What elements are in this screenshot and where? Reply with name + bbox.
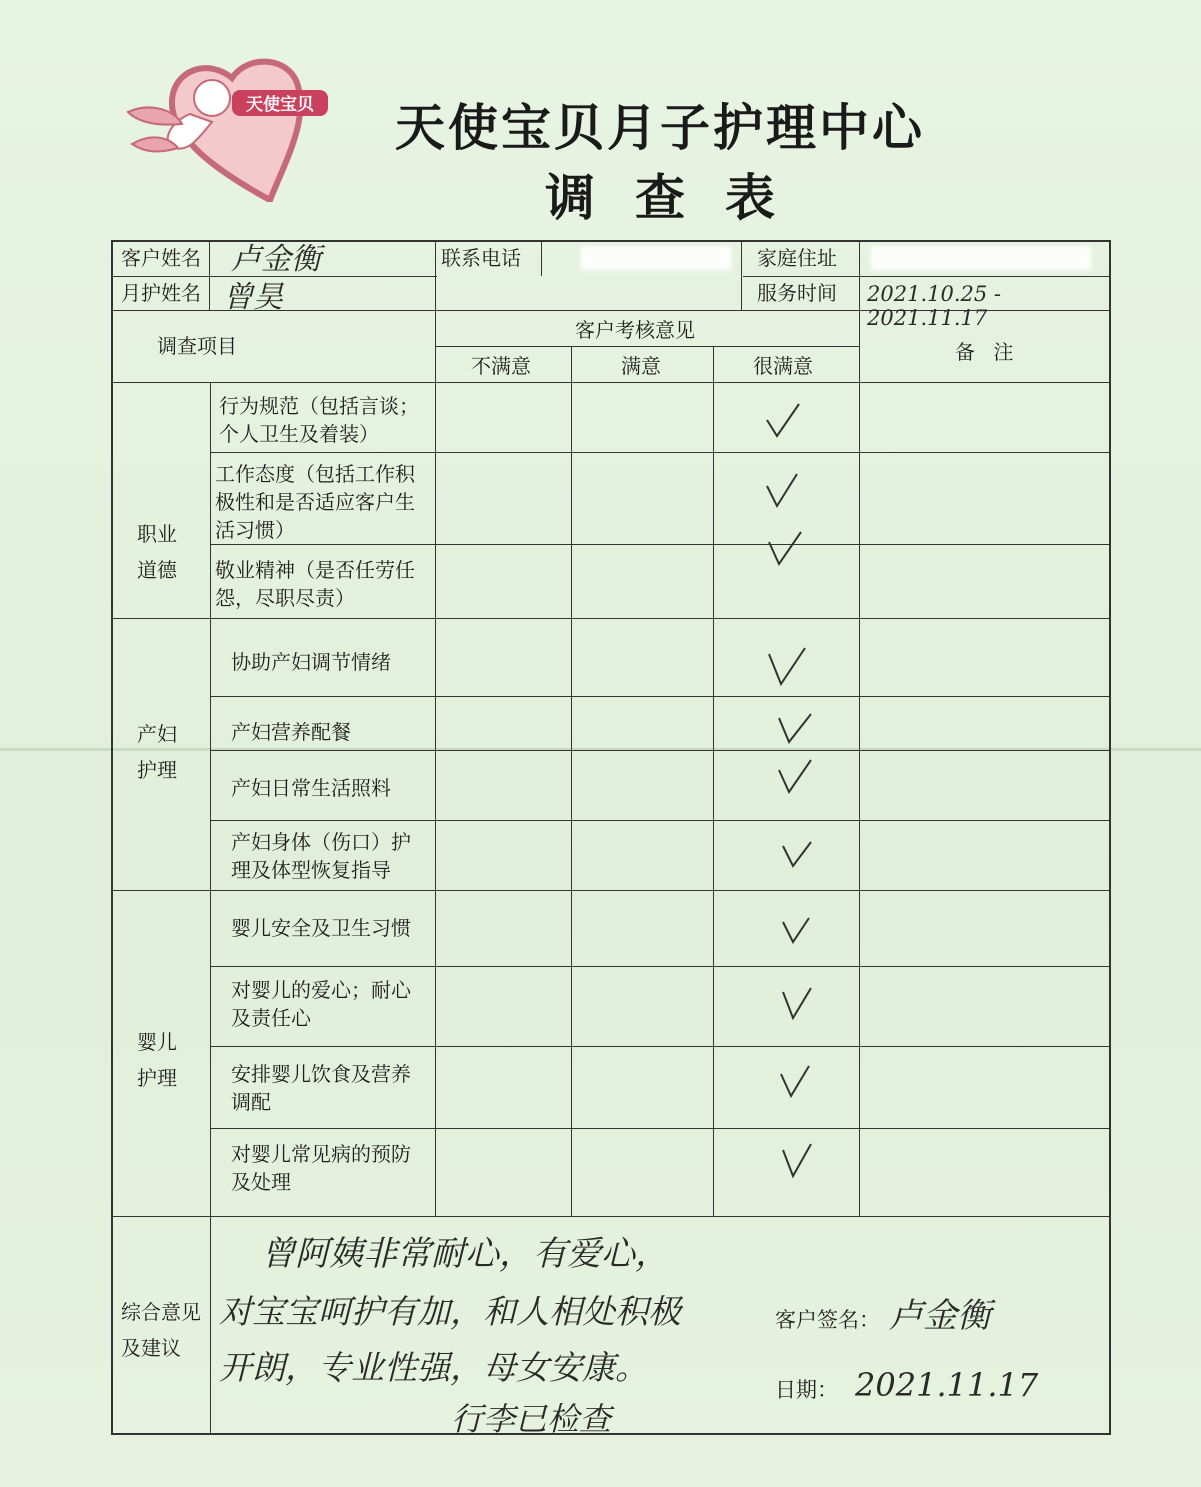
check-icon — [763, 470, 803, 514]
date-value: 2021.11.17 — [855, 1366, 1039, 1404]
customer-name-value: 卢金衡 — [231, 242, 321, 277]
remarks-header: 备 注 — [955, 340, 1020, 364]
col-satisfied-header: 满意 — [621, 354, 661, 378]
nurse-name-label: 月护姓名 — [121, 281, 201, 305]
item-mood: 协助产妇调节情绪 — [231, 650, 391, 674]
summary-label: 综合意见 及建议 — [121, 1300, 201, 1360]
phone-redaction — [581, 246, 731, 270]
signature-value: 卢金衡 — [889, 1296, 991, 1336]
item-baby-safety: 婴儿安全及卫生习惯 — [231, 916, 411, 940]
check-icon — [777, 912, 817, 956]
check-icon — [775, 1062, 815, 1106]
check-icon — [775, 710, 815, 754]
item-nutrition: 产妇营养配餐 — [231, 720, 351, 744]
comment-line-2: 对宝宝呵护有加，和人相处积极 — [219, 1292, 681, 1331]
item-body-recovery: 产妇身体（伤口）护 理及体型恢复指导 — [231, 830, 411, 882]
col-unsatisfied-header: 不满意 — [471, 354, 531, 378]
signature-label: 客户签名： — [775, 1308, 880, 1332]
comment-line-3: 开朗，专业性强，母女安康。 — [219, 1348, 648, 1387]
logo-text: 天使宝贝 — [246, 95, 314, 115]
comment-line-1: 曾阿姨非常耐心，有爱心， — [261, 1234, 669, 1274]
comment-line-4: 行李已检查 — [451, 1400, 612, 1438]
page-title: 天使宝贝月子护理中心 — [395, 99, 925, 157]
item-baby-feeding: 安排婴儿饮食及营养 调配 — [231, 1062, 411, 1114]
group-label-mother-care: 产妇 护理 — [137, 722, 177, 782]
check-icon — [777, 836, 817, 880]
check-icon — [767, 644, 807, 688]
col-very-satisfied-header: 很满意 — [753, 354, 813, 378]
check-icon — [765, 528, 805, 572]
item-baby-illness: 对婴儿常见病的预防 及处理 — [231, 1142, 411, 1194]
phone-label: 联系电话 — [441, 246, 521, 270]
survey-form — [111, 240, 1111, 1438]
check-icon — [777, 1140, 817, 1184]
group-label-baby-care: 婴儿 护理 — [137, 1030, 177, 1090]
item-behavior: 行为规范（包括言谈； 个人卫生及着装） — [219, 394, 419, 446]
check-icon — [763, 400, 803, 444]
nurse-name-value: 曾昊 — [223, 280, 283, 315]
item-work-attitude: 工作态度（包括工作积 极性和是否适应客户生 活习惯） — [215, 462, 415, 542]
customer-name-label: 客户姓名 — [121, 246, 201, 270]
service-time-label: 服务时间 — [757, 281, 837, 305]
opinion-header: 客户考核意见 — [575, 318, 695, 342]
item-baby-love: 对婴儿的爱心；耐心 及责任心 — [231, 978, 411, 1030]
address-label: 家庭住址 — [757, 246, 837, 270]
date-label: 日期： — [775, 1378, 838, 1402]
address-redaction — [871, 246, 1091, 270]
survey-item-header: 调查项目 — [157, 334, 237, 358]
check-icon — [777, 984, 817, 1028]
item-dedication: 敬业精神（是否任劳任 怨，尽职尽责） — [215, 558, 415, 610]
check-icon — [775, 756, 815, 800]
group-label-ethics: 职业 道德 — [137, 522, 177, 582]
item-daily-care: 产妇日常生活照料 — [231, 776, 391, 800]
service-time-value: 2021.10.25 - 2021.11.17 — [867, 282, 1002, 330]
page-subtitle: 调查表 — [545, 169, 815, 227]
